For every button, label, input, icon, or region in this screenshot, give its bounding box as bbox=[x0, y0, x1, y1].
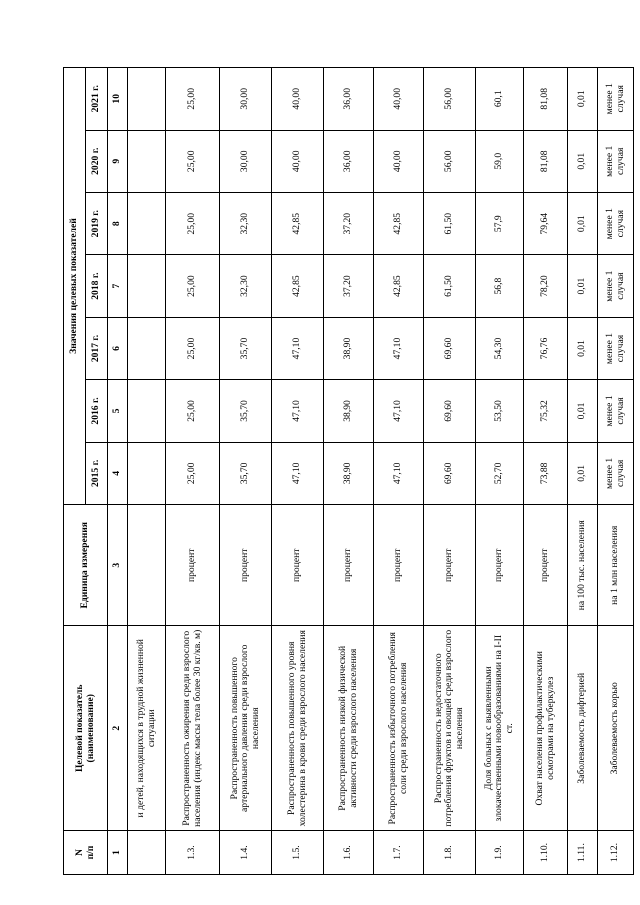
indicator-name: Распространенность избыточного потребления соли среди взрослого населения bbox=[374, 626, 424, 831]
table-row bbox=[166, 68, 220, 875]
year-2020: 2020 г. bbox=[86, 130, 108, 192]
row-number: 1.11. bbox=[568, 831, 598, 875]
table-row bbox=[272, 68, 324, 875]
column-numbers-row bbox=[108, 68, 128, 875]
row-number: 1.4. bbox=[220, 831, 272, 875]
targets-table bbox=[63, 67, 634, 875]
value-cell: 69,60 bbox=[424, 317, 476, 379]
unit-cell: процент bbox=[374, 505, 424, 626]
value-cell: 81,08 bbox=[524, 130, 568, 192]
value-cell: 25,00 bbox=[166, 192, 220, 254]
value-cell: 56,00 bbox=[424, 68, 476, 131]
value-cell bbox=[128, 130, 166, 192]
value-cell: 0,01 bbox=[568, 130, 598, 192]
colnum-8: 8 bbox=[108, 192, 128, 254]
row-number: 1.10. bbox=[524, 831, 568, 875]
year-2017: 2017 г. bbox=[86, 317, 108, 379]
value-cell: 25,00 bbox=[166, 130, 220, 192]
year-2016: 2016 г. bbox=[86, 380, 108, 442]
value-cell: 38,90 bbox=[324, 317, 374, 379]
value-cell: 25,00 bbox=[166, 380, 220, 442]
value-cell: 37,20 bbox=[324, 192, 374, 254]
value-cell: 25,00 bbox=[166, 255, 220, 317]
value-cell: 61,50 bbox=[424, 192, 476, 254]
value-cell: 0,01 bbox=[568, 380, 598, 442]
row-number bbox=[128, 831, 166, 875]
year-2018: 2018 г. bbox=[86, 255, 108, 317]
table-row bbox=[424, 68, 476, 875]
year-2015: 2015 г. bbox=[86, 442, 108, 504]
value-cell: 73,88 bbox=[524, 442, 568, 504]
header-num: N п/п bbox=[64, 831, 108, 875]
value-cell bbox=[128, 68, 166, 131]
value-cell: 0,01 bbox=[568, 255, 598, 317]
row-number: 1.3. bbox=[166, 831, 220, 875]
colnum-1: 1 bbox=[108, 831, 128, 875]
colnum-3: 3 bbox=[108, 505, 128, 626]
value-cell bbox=[128, 380, 166, 442]
value-cell: 0,01 bbox=[568, 68, 598, 131]
table-row bbox=[324, 68, 374, 875]
header-values-group: Значения целевых показателей bbox=[64, 68, 86, 505]
year-2019: 2019 г. bbox=[86, 192, 108, 254]
value-cell: 35,70 bbox=[220, 442, 272, 504]
unit-cell: процент bbox=[166, 505, 220, 626]
unit-cell: процент bbox=[220, 505, 272, 626]
value-cell: менее 1 случая bbox=[598, 130, 634, 192]
value-cell: 69,60 bbox=[424, 442, 476, 504]
value-cell: 40,00 bbox=[272, 130, 324, 192]
colnum-9: 9 bbox=[108, 130, 128, 192]
value-cell: 35,70 bbox=[220, 317, 272, 379]
value-cell: 47,10 bbox=[272, 442, 324, 504]
value-cell: 37,20 bbox=[324, 255, 374, 317]
value-cell: 42,85 bbox=[272, 255, 324, 317]
value-cell: 30,00 bbox=[220, 130, 272, 192]
table-row bbox=[568, 68, 598, 875]
value-cell: 69,60 bbox=[424, 380, 476, 442]
colnum-7: 7 bbox=[108, 255, 128, 317]
unit-cell: на 1 млн населения bbox=[598, 505, 634, 626]
value-cell: 47,10 bbox=[272, 317, 324, 379]
value-cell: 79,64 bbox=[524, 192, 568, 254]
unit-cell: процент bbox=[424, 505, 476, 626]
value-cell: 36,00 bbox=[324, 68, 374, 131]
indicator-name: Распространенность низкой физической активности среди взрослого населения bbox=[324, 626, 374, 831]
value-cell: 40,00 bbox=[272, 68, 324, 131]
indicator-name: и детей, находящихся в трудной жизненной ситуации bbox=[128, 626, 166, 831]
value-cell: 78,20 bbox=[524, 255, 568, 317]
value-cell: менее 1 случая bbox=[598, 442, 634, 504]
indicator-name: Доля больных с выявленными злокачественными новообразованиями на I-II ст. bbox=[476, 626, 524, 831]
value-cell: 57,9 bbox=[476, 192, 524, 254]
value-cell: 47,10 bbox=[374, 442, 424, 504]
value-cell: 42,85 bbox=[374, 192, 424, 254]
value-cell: 30,00 bbox=[220, 68, 272, 131]
value-cell: 56,8 bbox=[476, 255, 524, 317]
value-cell: 76,76 bbox=[524, 317, 568, 379]
indicator-name: Распространенность недостаточного потребления фруктов и овощей среди взрослого населения bbox=[424, 626, 476, 831]
value-cell: менее 1 случая bbox=[598, 380, 634, 442]
value-cell: 35,70 bbox=[220, 380, 272, 442]
value-cell: менее 1 случая bbox=[598, 68, 634, 131]
row-number: 1.12. bbox=[598, 831, 634, 875]
value-cell: менее 1 случая bbox=[598, 255, 634, 317]
value-cell: 60,1 bbox=[476, 68, 524, 131]
value-cell: 25,00 bbox=[166, 68, 220, 131]
indicator-name: Распространенность ожирения среди взрослого населения (индекс массы тела более 30 кг/кв. м) bbox=[166, 626, 220, 831]
header-row bbox=[64, 68, 86, 875]
table-row bbox=[374, 68, 424, 875]
colnum-5: 5 bbox=[108, 380, 128, 442]
indicator-name: Заболеваемость корью bbox=[598, 626, 634, 831]
colnum-10: 10 bbox=[108, 68, 128, 131]
value-cell: 38,90 bbox=[324, 380, 374, 442]
value-cell: 0,01 bbox=[568, 442, 598, 504]
value-cell: 42,85 bbox=[374, 255, 424, 317]
value-cell: 81,08 bbox=[524, 68, 568, 131]
value-cell: 56,00 bbox=[424, 130, 476, 192]
colnum-4: 4 bbox=[108, 442, 128, 504]
unit-cell: процент bbox=[324, 505, 374, 626]
table-row bbox=[524, 68, 568, 875]
value-cell: 47,10 bbox=[272, 380, 324, 442]
value-cell: 32,30 bbox=[220, 255, 272, 317]
value-cell: 52,70 bbox=[476, 442, 524, 504]
value-cell: 75,32 bbox=[524, 380, 568, 442]
value-cell: 0,01 bbox=[568, 192, 598, 254]
value-cell bbox=[128, 442, 166, 504]
table-row bbox=[598, 68, 634, 875]
table-row bbox=[220, 68, 272, 875]
value-cell: 40,00 bbox=[374, 68, 424, 131]
row-number: 1.6. bbox=[324, 831, 374, 875]
value-cell: 38,90 bbox=[324, 442, 374, 504]
indicator-name: Заболеваемость дифтерией bbox=[568, 626, 598, 831]
header-unit: Единица измерения bbox=[64, 505, 108, 626]
unit-cell: процент bbox=[524, 505, 568, 626]
value-cell: менее 1 случая bbox=[598, 317, 634, 379]
value-cell: 54,30 bbox=[476, 317, 524, 379]
value-cell: 25,00 bbox=[166, 442, 220, 504]
value-cell: 32,30 bbox=[220, 192, 272, 254]
value-cell: 42,85 bbox=[272, 192, 324, 254]
value-cell: 61,50 bbox=[424, 255, 476, 317]
value-cell: 53,50 bbox=[476, 380, 524, 442]
unit-cell bbox=[128, 505, 166, 626]
value-cell: 36,00 bbox=[324, 130, 374, 192]
value-cell: 47,10 bbox=[374, 317, 424, 379]
table-row bbox=[128, 68, 166, 875]
indicator-name: Охват населения профилактическими осмотрами на туберкулез bbox=[524, 626, 568, 831]
table-row bbox=[476, 68, 524, 875]
year-2021: 2021 г. bbox=[86, 68, 108, 131]
row-number: 1.5. bbox=[272, 831, 324, 875]
row-number: 1.7. bbox=[374, 831, 424, 875]
colnum-6: 6 bbox=[108, 317, 128, 379]
value-cell: менее 1 случая bbox=[598, 192, 634, 254]
row-number: 1.9. bbox=[476, 831, 524, 875]
header-name: Целевой показатель (наименование) bbox=[64, 626, 108, 831]
unit-cell: на 100 тыс. населения bbox=[568, 505, 598, 626]
value-cell: 40,00 bbox=[374, 130, 424, 192]
value-cell: 0,01 bbox=[568, 317, 598, 379]
value-cell: 25,00 bbox=[166, 317, 220, 379]
value-cell bbox=[128, 255, 166, 317]
colnum-2: 2 bbox=[108, 626, 128, 831]
value-cell: 47,10 bbox=[374, 380, 424, 442]
unit-cell: процент bbox=[476, 505, 524, 626]
value-cell: 59,0 bbox=[476, 130, 524, 192]
value-cell bbox=[128, 317, 166, 379]
indicator-name: Распространенность повышенного артериального давления среди взрослого населения bbox=[220, 626, 272, 831]
row-number: 1.8. bbox=[424, 831, 476, 875]
indicator-name: Распространенность повышенного уровня холестерина в крови среди взрослого населения bbox=[272, 626, 324, 831]
unit-cell: процент bbox=[272, 505, 324, 626]
value-cell bbox=[128, 192, 166, 254]
